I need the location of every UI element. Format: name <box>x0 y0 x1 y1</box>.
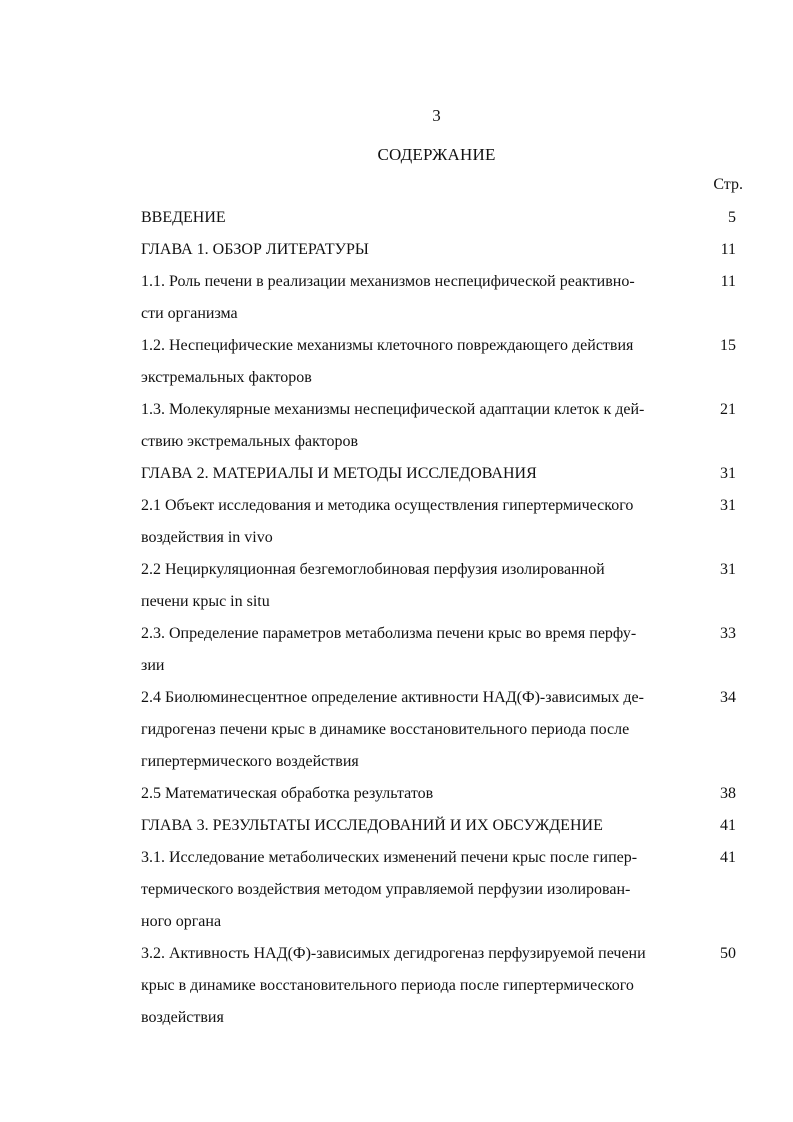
toc-entry-line: ГЛАВА 2. МАТЕРИАЛЫ И МЕТОДЫ ИССЛЕДОВАНИЯ <box>141 465 537 482</box>
toc-entry-line: ного органа <box>141 913 222 930</box>
toc-entry-line: ГЛАВА 3. РЕЗУЛЬТАТЫ ИССЛЕДОВАНИЙ И ИХ ОБСУЖДЕНИЕ <box>141 817 603 834</box>
toc-entry-text <box>141 234 677 266</box>
toc-entry-page: 11 <box>720 273 736 290</box>
toc-entry-line: крыс в динамике восстановительного периода после гипертермического <box>141 977 634 994</box>
toc-entry-line: гипертермического воздействия <box>141 753 359 770</box>
page-column-header: Стр. <box>713 176 743 193</box>
toc-entry-page: 41 <box>720 849 736 866</box>
toc-entry-page: 31 <box>720 465 736 482</box>
toc-entry-line: гидрогеназ печени крыс в динамике восстановительного периода после <box>141 721 630 738</box>
toc-entry-text <box>141 778 677 810</box>
toc-entry-page: 15 <box>720 337 736 354</box>
toc-entry-text <box>141 682 677 778</box>
toc-entry <box>141 810 743 842</box>
toc-entry-line: 1.2. Неспецифические механизмы клеточного повреждающего действия <box>141 337 634 354</box>
toc-entry-text <box>141 842 677 938</box>
page-number: 3 <box>432 106 441 125</box>
toc-entry <box>141 842 743 938</box>
toc-entry-line: 1.3. Молекулярные механизмы неспецифической адаптации клеток к дей- <box>141 401 645 418</box>
table-of-contents <box>141 202 743 1034</box>
toc-entry-line: 2.5 Математическая обработка результатов <box>141 785 434 802</box>
toc-entry-page: 38 <box>720 785 736 802</box>
toc-entry-line: ствию экстремальных факторов <box>141 433 359 450</box>
toc-entry-text <box>141 330 677 394</box>
toc-entry-line: воздействия in vivo <box>141 529 273 546</box>
toc-entry <box>141 458 743 490</box>
toc-entry-line: 2.2 Нециркуляционная безгемоглобиновая перфузия изолированной <box>141 561 605 578</box>
toc-entry <box>141 682 743 778</box>
toc-entry-page: 34 <box>720 689 736 706</box>
toc-entry <box>141 778 743 810</box>
toc-entry <box>141 266 743 330</box>
toc-entry-line: печени крыс in situ <box>141 593 270 610</box>
toc-entry-text <box>141 202 677 234</box>
toc-entry <box>141 234 743 266</box>
toc-entry <box>141 554 743 618</box>
toc-entry <box>141 202 743 234</box>
toc-entry-page: 41 <box>720 817 736 834</box>
toc-entry-page: 31 <box>720 497 736 514</box>
toc-entry-text <box>141 618 677 682</box>
toc-entry <box>141 618 743 682</box>
toc-entry-line: сти организма <box>141 305 238 322</box>
toc-entry-line: 2.4 Биолюминесцентное определение активности НАД(Ф)-зависимых де- <box>141 689 644 706</box>
toc-entry <box>141 938 743 1034</box>
toc-entry-text <box>141 810 677 842</box>
toc-entry-text <box>141 938 677 1034</box>
toc-entry-page: 21 <box>720 401 736 418</box>
toc-entry-text <box>141 554 677 618</box>
toc-entry-line: ГЛАВА 1. ОБЗОР ЛИТЕРАТУРЫ <box>141 241 369 258</box>
toc-entry-text <box>141 394 677 458</box>
toc-entry-text <box>141 490 677 554</box>
toc-entry-line: 2.3. Определение параметров метаболизма печени крыс во время перфу- <box>141 625 637 642</box>
toc-entry-page: 33 <box>720 625 736 642</box>
toc-entry <box>141 490 743 554</box>
toc-entry-page: 31 <box>720 561 736 578</box>
toc-entry-page: 50 <box>720 945 736 962</box>
toc-entry-line: 2.1 Объект исследования и методика осуществления гипертермического <box>141 497 634 514</box>
toc-entry-line: 3.2. Активность НАД(Ф)-зависимых дегидрогеназ перфузируемой печени <box>141 945 646 962</box>
toc-entry-line: 1.1. Роль печени в реализации механизмов неспецифической реактивно- <box>141 273 635 290</box>
toc-entry-text <box>141 266 677 330</box>
toc-entry-page: 11 <box>720 241 736 258</box>
toc-entry <box>141 330 743 394</box>
toc-entry-line: 3.1. Исследование метаболических изменений печени крыс после гипер- <box>141 849 638 866</box>
toc-entry-line: ВВЕДЕНИЕ <box>141 209 226 226</box>
toc-entry-page: 5 <box>728 209 736 226</box>
toc-entry-line: зии <box>141 657 165 674</box>
toc-entry-text <box>141 458 677 490</box>
toc-entry-line: термического воздействия методом управляемой перфузии изолирован- <box>141 881 631 898</box>
toc-entry-line: экстремальных факторов <box>141 369 312 386</box>
toc-entry-line: воздействия <box>141 1009 224 1026</box>
toc-title: СОДЕРЖАНИЕ <box>377 145 496 164</box>
toc-entry <box>141 394 743 458</box>
